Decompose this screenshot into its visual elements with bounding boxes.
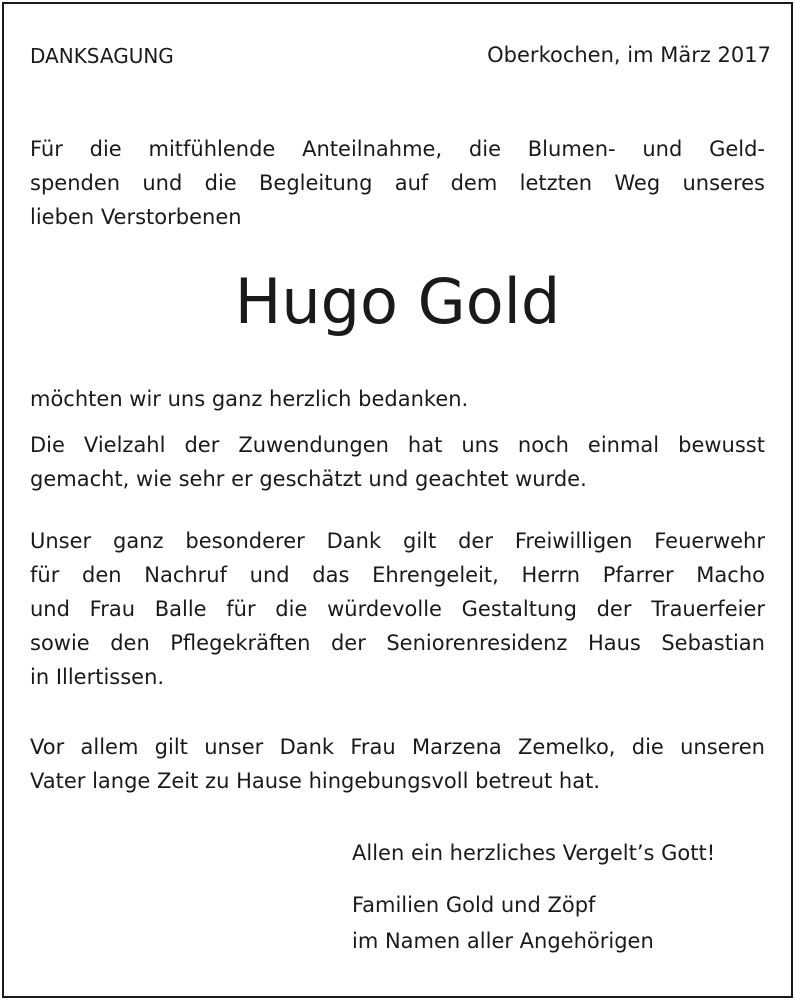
deceased-name: Hugo Gold [234,265,561,338]
paragraph-line: Vor allem gilt unser Dank Frau Marzena Zemelko, die unseren [30,735,765,759]
paragraph-gratitude [30,428,765,496]
paragraph-line: Die Vielzahl der Zuwendungen hat uns noch einmal bewusst [30,433,765,457]
intro-line: spenden und die Begleitung auf dem letzten Weg unseres [30,171,765,195]
paragraph-line: gemacht, wie sehr er geschätzt und geachtet wurde. [30,467,587,491]
signature-families: Familien Gold und Zöpf [352,893,596,917]
paragraph-line: Vater lange Zeit zu Hause hingebungsvoll betreut hat. [30,769,600,793]
notice-title: DANKSAGUNG [30,44,174,68]
paragraph-line: in Illertissen. [30,665,165,689]
blessing: Allen ein herzliches Vergelt’s Gott! [352,841,716,865]
paragraph-line: und Frau Balle für die würdevolle Gestaltung der Trauerfeier [30,597,765,621]
paragraph-line: Unser ganz besonderer Dank gilt der Freiwilligen Feuerwehr [30,529,765,553]
paragraph-line: sowie den Pflegekräften der Seniorenresidenz Haus Sebastian [30,631,765,655]
paragraph-line: für den Nachruf und das Ehrengeleit, Herrn Pfarrer Macho [30,563,765,587]
place-date: Oberkochen, im März 2017 [487,43,771,67]
paragraph-caregiver [30,730,765,798]
intro-line: lieben Verstorbenen [30,205,242,229]
paragraph-special-thanks [30,524,765,694]
intro-line: Für die mitfühlende Anteilnahme, die Blumen- und Geld- [30,137,765,161]
signature-relatives: im Namen aller Angehörigen [352,929,654,953]
thanks-line: möchten wir uns ganz herzlich bedanken. [30,387,469,411]
obituary-notice [2,2,793,998]
intro-paragraph [30,132,765,234]
